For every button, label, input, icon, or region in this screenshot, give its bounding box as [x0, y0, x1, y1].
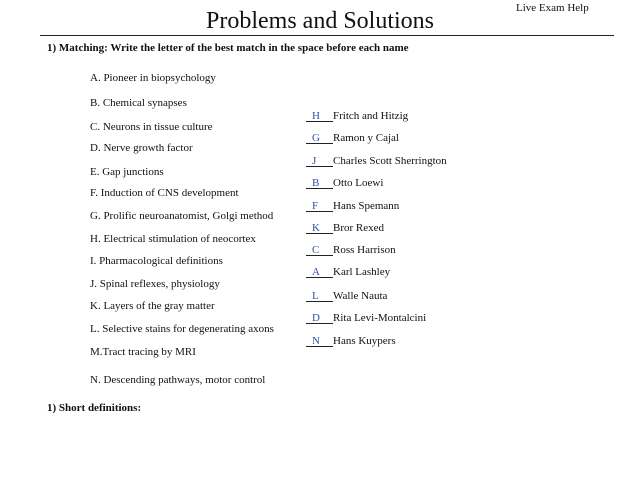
- answer-row: [306, 132, 399, 144]
- option-item: H. Electrical stimulation of neocortex: [90, 233, 256, 245]
- answer-name: Rita Levi-Montalcini: [333, 312, 427, 324]
- answer-blank[interactable]: K: [306, 223, 333, 234]
- answer-name: Hans Kuypers: [333, 335, 396, 347]
- answer-row: [306, 335, 396, 347]
- title-divider: [40, 35, 614, 36]
- answer-row: [306, 312, 426, 324]
- answer-name: Fritch and Hitzig: [333, 110, 409, 122]
- answer-blank[interactable]: G: [306, 133, 333, 144]
- option-item: C. Neurons in tissue culture: [90, 121, 213, 133]
- answer-blank[interactable]: N: [306, 336, 333, 347]
- option-item: K. Layers of the gray matter: [90, 300, 215, 312]
- answer-row: [306, 110, 408, 122]
- option-item: N. Descending pathways, motor control: [90, 374, 266, 386]
- answer-row: [306, 177, 383, 189]
- answer-row: [306, 244, 396, 256]
- answer-blank[interactable]: L: [306, 291, 333, 302]
- answer-row: [306, 200, 399, 212]
- option-item: D. Nerve growth factor: [90, 142, 193, 154]
- option-item: L. Selective stains for degenerating axons: [90, 323, 274, 335]
- answer-row: [306, 222, 384, 234]
- header-label: Live Exam Help: [516, 2, 589, 14]
- answer-name: Ramon y Cajal: [333, 132, 399, 144]
- answer-row: [306, 266, 390, 278]
- answer-name: Charles Scott Sherrington: [333, 155, 447, 167]
- option-item: J. Spinal reflexes, physiology: [90, 278, 220, 290]
- answer-row: [306, 290, 387, 302]
- answer-blank[interactable]: B: [306, 178, 333, 189]
- question-1-heading: 1) Matching: Write the letter of the best match in the space before each name: [47, 42, 409, 54]
- option-item: B. Chemical synapses: [90, 97, 187, 109]
- answer-blank[interactable]: D: [306, 313, 333, 324]
- answer-blank[interactable]: J: [306, 156, 333, 167]
- question-2-heading: 1) Short definitions:: [47, 402, 142, 414]
- answer-name: Hans Spemann: [333, 200, 400, 212]
- option-item: F. Induction of CNS development: [90, 187, 239, 199]
- answer-name: Walle Nauta: [333, 290, 388, 302]
- answer-name: Ross Harrison: [333, 244, 396, 256]
- option-item: G. Prolific neuroanatomist, Golgi method: [90, 210, 274, 222]
- answer-blank[interactable]: H: [306, 111, 333, 122]
- answer-name: Otto Loewi: [333, 177, 384, 189]
- answer-blank[interactable]: F: [306, 201, 333, 212]
- answer-name: Karl Lashley: [333, 266, 391, 278]
- answer-row: [306, 155, 447, 167]
- page-title: Problems and Solutions: [206, 8, 435, 34]
- option-item: I. Pharmacological definitions: [90, 255, 223, 267]
- answer-name: Bror Rexed: [333, 222, 385, 234]
- answer-blank[interactable]: C: [306, 245, 333, 256]
- option-item: A. Pioneer in biopsychology: [90, 72, 216, 84]
- option-item: E. Gap junctions: [90, 166, 164, 178]
- answer-blank[interactable]: A: [306, 267, 333, 278]
- option-item: M.Tract tracing by MRI: [90, 346, 196, 358]
